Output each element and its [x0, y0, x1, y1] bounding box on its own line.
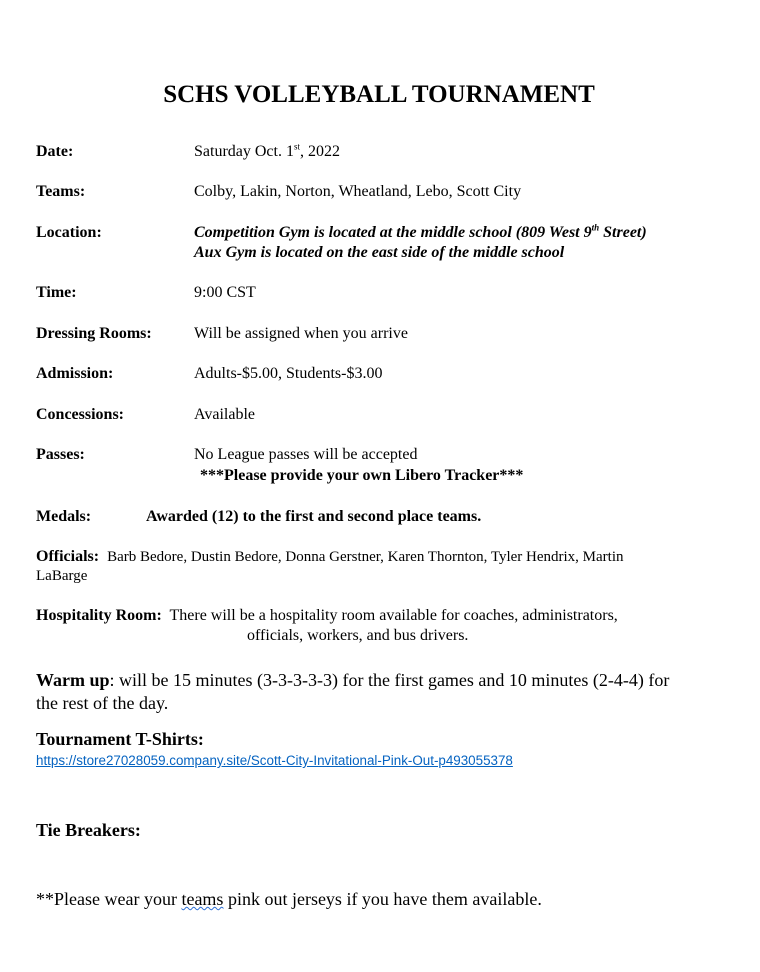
dressing-rooms-label: Dressing Rooms: — [36, 325, 152, 342]
medals-value: Awarded (12) to the first and second place teams. — [146, 508, 482, 525]
concessions-value: Available — [194, 406, 256, 423]
location-line-1-prefix: Competition Gym is located at the middle school (809 West 9 — [194, 224, 592, 241]
jersey-note-prefix: **Please wear your — [36, 889, 182, 909]
hospitality-line-1 — [36, 606, 618, 626]
warmup-line-2: the rest of the day. — [36, 693, 169, 713]
spelling-flag-word: teams — [181, 889, 224, 909]
officials-names: Barb Bedore, Dustin Bedore, Donna Gerstner, Karen Thornton, Tyler Hendrix, Martin — [107, 549, 624, 565]
hospitality-line-2: officials, workers, and bus drivers. — [247, 627, 469, 644]
teams-label: Teams: — [36, 183, 86, 200]
date-value-suffix: , 2022 — [300, 143, 340, 160]
date-value-prefix: Saturday Oct. 1 — [194, 143, 294, 160]
tshirts-link[interactable]: https://store27028059.company.site/Scott-City-Invitational-Pink-Out-p493055378 — [36, 753, 513, 768]
date-label: Date: — [36, 143, 74, 160]
warmup-label: Warm up — [36, 670, 110, 690]
passes-line-2: ***Please provide your own Libero Tracker*** — [200, 467, 524, 484]
admission-value: Adults-$5.00, Students-$3.00 — [194, 365, 383, 382]
time-label: Time: — [36, 284, 77, 301]
passes-label: Passes: — [36, 446, 85, 463]
medals-label: Medals: — [36, 508, 92, 525]
teams-value: Colby, Lakin, Norton, Wheatland, Lebo, Scott City — [194, 183, 522, 200]
page-title: SCHS VOLLEYBALL TOURNAMENT — [163, 81, 595, 108]
passes-line-1: No League passes will be accepted — [194, 446, 418, 463]
location-line-1-sup: th — [591, 222, 600, 233]
location-line-1-suffix: Street) — [599, 224, 647, 241]
dressing-rooms-value: Will be assigned when you arrive — [194, 325, 408, 342]
tie-breakers-label: Tie Breakers: — [36, 820, 141, 840]
jersey-note-suffix: pink out jerseys if you have them available. — [223, 889, 542, 909]
officials-line-2: LaBarge — [36, 568, 88, 584]
date-value-sup: st — [293, 141, 300, 152]
jersey-note — [36, 888, 542, 911]
warmup-line-1 — [36, 669, 669, 692]
admission-label: Admission: — [36, 365, 114, 382]
tshirts-label: Tournament T-Shirts: — [36, 729, 204, 749]
concessions-label: Concessions: — [36, 406, 125, 423]
officials-line-1 — [36, 547, 624, 567]
officials-label: Officials: — [36, 548, 100, 565]
location-line-2: Aux Gym is located on the east side of the middle school — [194, 244, 565, 261]
hospitality-text-1: There will be a hospitality room available for coaches, administrators, — [169, 607, 618, 624]
warmup-text-1: : will be 15 minutes (3-3-3-3-3) for the first games and 10 minutes (2-4-4) for — [109, 670, 670, 690]
date-value — [194, 142, 340, 162]
hospitality-label: Hospitality Room: — [36, 607, 162, 624]
location-label: Location: — [36, 224, 102, 241]
time-value: 9:00 CST — [194, 284, 256, 301]
location-line-1 — [194, 223, 647, 243]
